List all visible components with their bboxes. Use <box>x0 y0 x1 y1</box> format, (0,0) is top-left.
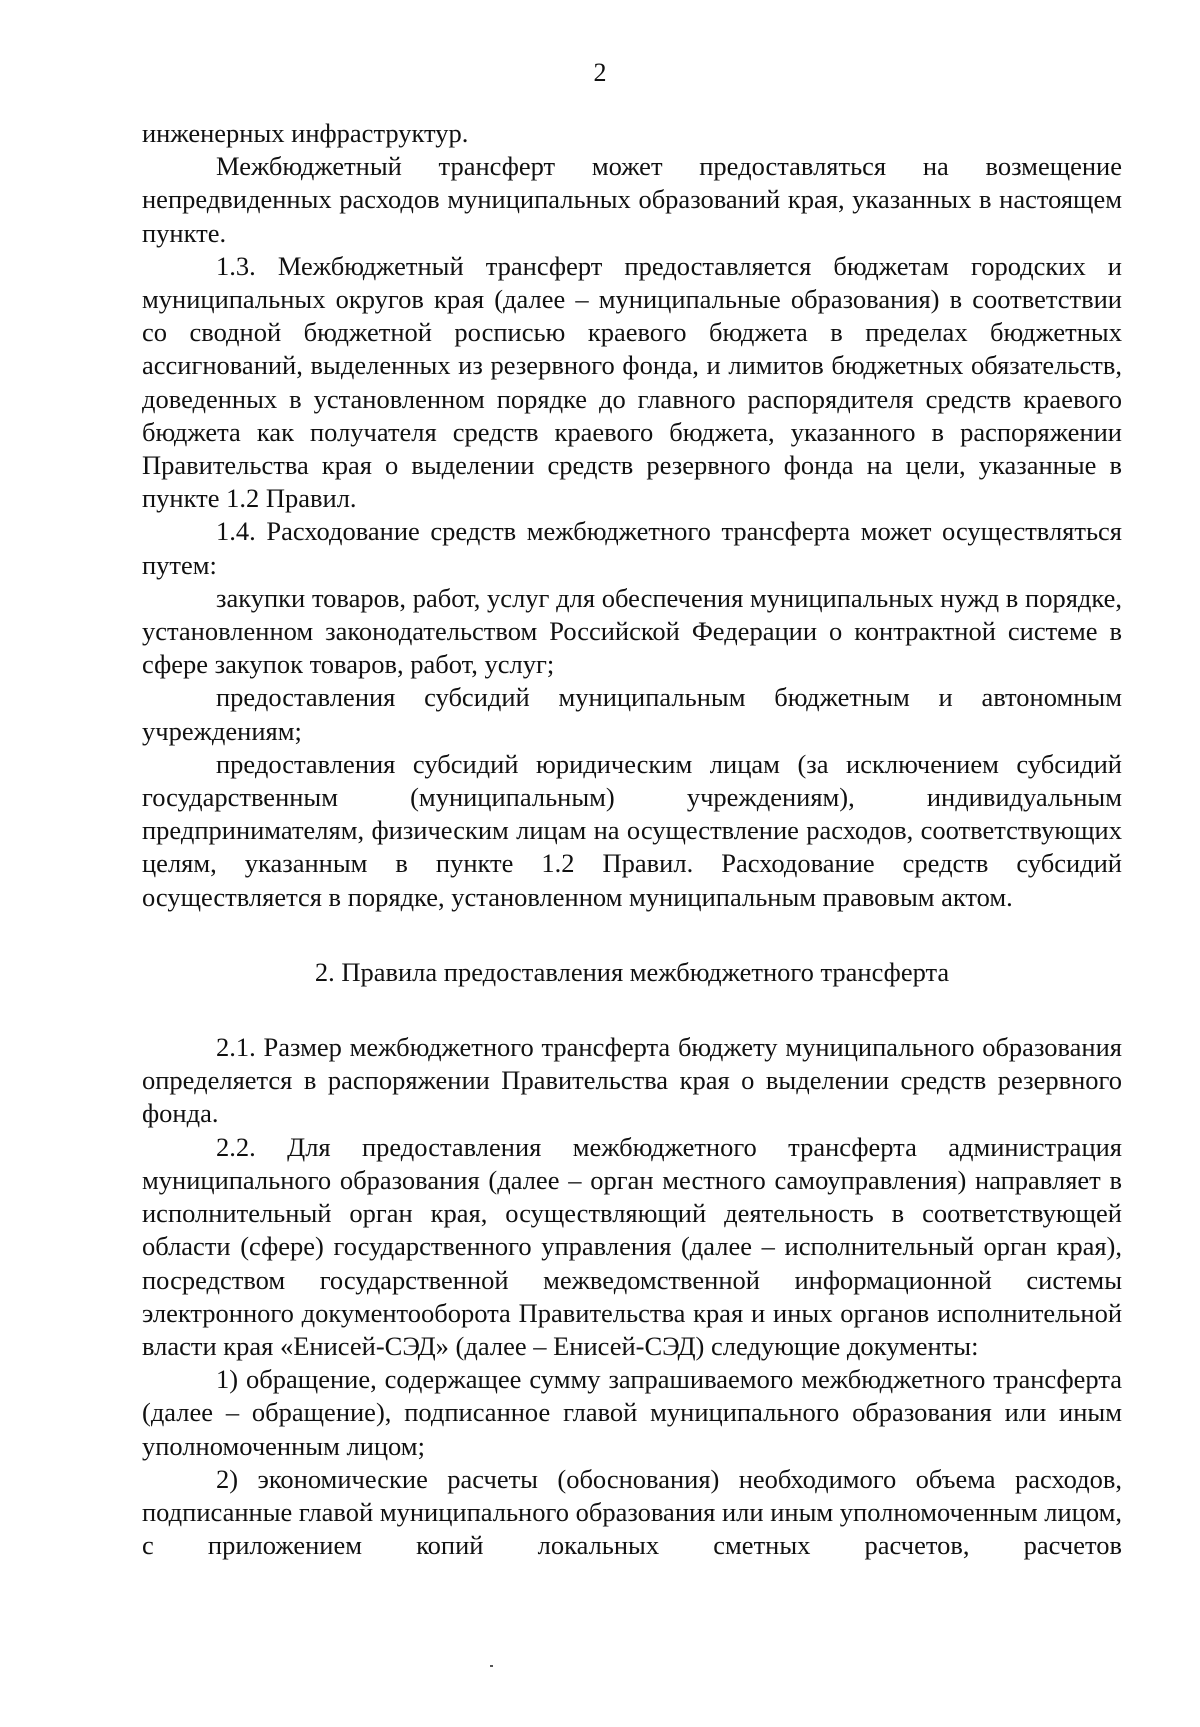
paragraph-2-1: 2.1. Размер межбюджетного трансферта бюджету муниципального образования определяется в распоряжении Правительства края о выделении средств резервного фонда. <box>142 1032 1122 1129</box>
document-body <box>142 117 1122 1562</box>
paragraph-continuation: инженерных инфраструктур. <box>142 118 469 148</box>
paragraph-1-3: 1.3. Межбюджетный трансферт предоставляется бюджетам городских и муниципальных округов края (далее – муниципальные образования) в соответствии со сводной бюджетной росписью краевого бюджета в пределах бюджетных ассигнований, выделенных из резервного фонда, и лимитов бюджетных обязательств, доведенных в установленном порядке до главного распорядителя средств краевого бюджета как получателя средств краевого бюджета, указанного в распоряжении Правительства края о выделении средств резервного фонда на цели, указанные в пункте 1.2 Правил. <box>142 250 1122 514</box>
paragraph-procurement: закупки товаров, работ, услуг для обеспечения муниципальных нужд в порядке, установленном законодательством Российской Федерации о контрактной системе в сфере закупок товаров, работ, услуг; <box>142 582 1122 680</box>
paragraph-2-2: 2.2. Для предоставления межбюджетного трансферта администрация муниципального образования (далее – орган местного самоуправления) направляет в исполнительный орган края, осуществляющий деятельность в соответствующей области (сфере) государственного управления (далее – исполнительный орган края), посредством государственной межведомственной информационной системы электронного документооборота Правительства края и иных органов исполнительной власти края «Енисей-СЭД» (далее – Енисей-СЭД) следующие документы: <box>142 1131 1122 1361</box>
scan-speck <box>490 1665 493 1667</box>
paragraph-1-4: 1.4. Расходование средств межбюджетного трансферта может осуществляться путем: <box>142 516 1122 580</box>
paragraph-subsidies-institutions: предоставления субсидий муниципальным бюджетным и автономным учреждениям; <box>142 682 1122 746</box>
list-item-1: 1) обращение, содержащее сумму запрашиваемого межбюджетного трансферта (далее – обращение), подписанное главой муниципального образования или иным уполномоченным лицом; <box>142 1364 1122 1461</box>
paragraph-subsidies-legal-entities: предоставления субсидий юридическим лицам (за исключением субсидий государственным (муниципальным) учреждениям), индивидуальным предпринимателям, физическим лицам на осуществление расходов, соответствующих целям, указанным в пункте 1.2 Правил. Расходование средств субсидий осуществляется в порядке, установленном муниципальным правовым актом. <box>142 748 1122 912</box>
list-item-2: 2) экономические расчеты (обоснования) необходимого объема расходов, подписанные главой муниципального образования или иным уполномоченным лицом, с приложением копий локальных сметных расчетов, расчетов <box>142 1463 1122 1561</box>
page-number: 2 <box>593 58 607 87</box>
section-heading: 2. Правила предоставления межбюджетного трансферта <box>314 956 950 987</box>
paragraph-transfer-compensation: Межбюджетный трансферт может предоставляться на возмещение непредвиденных расходов муниципальных образований края, указанных в настоящем пункте. <box>142 151 1122 248</box>
